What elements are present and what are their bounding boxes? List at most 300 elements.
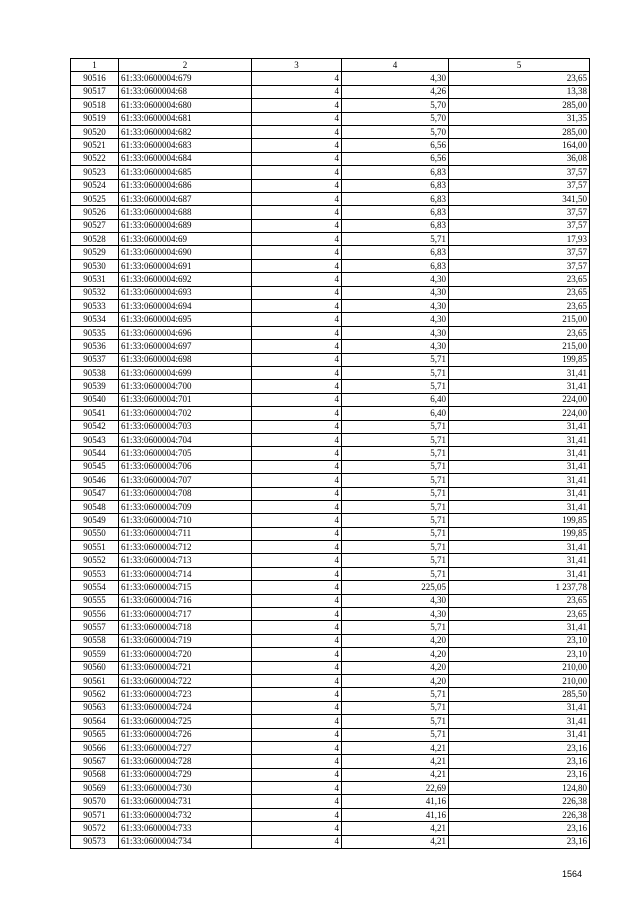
code-cell: 4 [252, 353, 342, 366]
value-cell: 6,83 [342, 179, 449, 192]
table-row [71, 206, 590, 219]
value-cell: 4,20 [342, 634, 449, 647]
table-row [71, 835, 590, 848]
table-row [71, 139, 590, 152]
row-number-cell: 90540 [71, 393, 119, 406]
amount-cell: 215,00 [449, 313, 590, 326]
code-cell: 4 [252, 567, 342, 580]
cadastral-number-cell: 61:33:0600004:703 [119, 420, 252, 433]
value-cell: 5,71 [342, 567, 449, 580]
table-row [71, 99, 590, 112]
amount-cell: 31,41 [449, 621, 590, 634]
code-cell: 4 [252, 527, 342, 540]
code-cell: 4 [252, 554, 342, 567]
cadastral-number-cell: 61:33:0600004:720 [119, 648, 252, 661]
value-cell: 6,83 [342, 166, 449, 179]
code-cell: 4 [252, 822, 342, 835]
value-cell: 4,21 [342, 741, 449, 754]
cadastral-number-cell: 61:33:0600004:684 [119, 152, 252, 165]
value-cell: 5,71 [342, 366, 449, 379]
amount-cell: 341,50 [449, 192, 590, 205]
row-number-cell: 90549 [71, 514, 119, 527]
value-cell: 6,83 [342, 219, 449, 232]
code-cell: 4 [252, 72, 342, 85]
code-cell: 4 [252, 581, 342, 594]
cadastral-number-cell: 61:33:0600004:695 [119, 313, 252, 326]
code-cell: 4 [252, 621, 342, 634]
value-cell: 4,30 [342, 340, 449, 353]
amount-cell: 226,38 [449, 795, 590, 808]
header-row [71, 59, 590, 72]
value-cell: 22,69 [342, 782, 449, 795]
cadastral-number-cell: 61:33:0600004:718 [119, 621, 252, 634]
table-row [71, 380, 590, 393]
code-cell: 4 [252, 366, 342, 379]
column-header-5: 5 [449, 59, 590, 72]
code-cell: 4 [252, 728, 342, 741]
code-cell: 4 [252, 500, 342, 513]
row-number-cell: 90544 [71, 447, 119, 460]
cadastral-number-cell: 61:33:0600004:682 [119, 125, 252, 138]
value-cell: 4,30 [342, 594, 449, 607]
amount-cell: 199,85 [449, 353, 590, 366]
row-number-cell: 90532 [71, 286, 119, 299]
cadastral-number-cell: 61:33:0600004:719 [119, 634, 252, 647]
code-cell: 4 [252, 741, 342, 754]
value-cell: 6,83 [342, 192, 449, 205]
table-row [71, 407, 590, 420]
table-row [71, 541, 590, 554]
value-cell: 4,20 [342, 648, 449, 661]
cadastral-number-cell: 61:33:0600004:721 [119, 661, 252, 674]
cadastral-number-cell: 61:33:0600004:68 [119, 85, 252, 98]
row-number-cell: 90526 [71, 206, 119, 219]
code-cell: 4 [252, 608, 342, 621]
cadastral-number-cell: 61:33:0600004:69 [119, 233, 252, 246]
row-number-cell: 90560 [71, 661, 119, 674]
amount-cell: 37,57 [449, 219, 590, 232]
code-cell: 4 [252, 407, 342, 420]
row-number-cell: 90548 [71, 500, 119, 513]
cadastral-number-cell: 61:33:0600004:711 [119, 527, 252, 540]
code-cell: 4 [252, 648, 342, 661]
row-number-cell: 90542 [71, 420, 119, 433]
column-header-1: 1 [71, 59, 119, 72]
row-number-cell: 90541 [71, 407, 119, 420]
row-number-cell: 90521 [71, 139, 119, 152]
row-number-cell: 90570 [71, 795, 119, 808]
amount-cell: 31,41 [449, 500, 590, 513]
table-row [71, 527, 590, 540]
cadastral-number-cell: 61:33:0600004:693 [119, 286, 252, 299]
amount-cell: 31,41 [449, 701, 590, 714]
code-cell: 4 [252, 273, 342, 286]
value-cell: 5,71 [342, 447, 449, 460]
amount-cell: 31,41 [449, 380, 590, 393]
cadastral-number-cell: 61:33:0600004:699 [119, 366, 252, 379]
code-cell: 4 [252, 661, 342, 674]
value-cell: 5,71 [342, 554, 449, 567]
table-row [71, 594, 590, 607]
amount-cell: 36,08 [449, 152, 590, 165]
code-cell: 4 [252, 420, 342, 433]
code-cell: 4 [252, 433, 342, 446]
code-cell: 4 [252, 541, 342, 554]
code-cell: 4 [252, 795, 342, 808]
data-table [70, 58, 590, 849]
amount-cell: 31,41 [449, 728, 590, 741]
amount-cell: 23,10 [449, 648, 590, 661]
table-row [71, 581, 590, 594]
row-number-cell: 90543 [71, 433, 119, 446]
row-number-cell: 90545 [71, 460, 119, 473]
row-number-cell: 90524 [71, 179, 119, 192]
value-cell: 4,30 [342, 313, 449, 326]
amount-cell: 37,57 [449, 206, 590, 219]
table-row [71, 608, 590, 621]
code-cell: 4 [252, 340, 342, 353]
row-number-cell: 90555 [71, 594, 119, 607]
row-number-cell: 90538 [71, 366, 119, 379]
row-number-cell: 90550 [71, 527, 119, 540]
amount-cell: 37,57 [449, 179, 590, 192]
cadastral-number-cell: 61:33:0600004:701 [119, 393, 252, 406]
value-cell: 4,21 [342, 768, 449, 781]
table-row [71, 795, 590, 808]
row-number-cell: 90528 [71, 233, 119, 246]
row-number-cell: 90535 [71, 326, 119, 339]
amount-cell: 23,65 [449, 72, 590, 85]
page-number: 1564 [561, 869, 582, 879]
column-header-3: 3 [252, 59, 342, 72]
value-cell: 5,71 [342, 380, 449, 393]
cadastral-number-cell: 61:33:0600004:700 [119, 380, 252, 393]
code-cell: 4 [252, 206, 342, 219]
value-cell: 4,20 [342, 674, 449, 687]
row-number-cell: 90553 [71, 567, 119, 580]
column-header-4: 4 [342, 59, 449, 72]
row-number-cell: 90536 [71, 340, 119, 353]
table-row [71, 433, 590, 446]
amount-cell: 23,65 [449, 594, 590, 607]
cadastral-number-cell: 61:33:0600004:725 [119, 715, 252, 728]
value-cell: 5,71 [342, 514, 449, 527]
amount-cell: 23,10 [449, 634, 590, 647]
code-cell: 4 [252, 300, 342, 313]
cadastral-number-cell: 61:33:0600004:697 [119, 340, 252, 353]
amount-cell: 31,41 [449, 567, 590, 580]
row-number-cell: 90551 [71, 541, 119, 554]
table-row [71, 72, 590, 85]
cadastral-number-cell: 61:33:0600004:730 [119, 782, 252, 795]
table-row [71, 688, 590, 701]
table-row [71, 701, 590, 714]
code-cell: 4 [252, 125, 342, 138]
amount-cell: 224,00 [449, 407, 590, 420]
value-cell: 6,83 [342, 206, 449, 219]
cadastral-number-cell: 61:33:0600004:689 [119, 219, 252, 232]
row-number-cell: 90530 [71, 259, 119, 272]
cadastral-number-cell: 61:33:0600004:680 [119, 99, 252, 112]
value-cell: 6,56 [342, 152, 449, 165]
value-cell: 41,16 [342, 808, 449, 821]
row-number-cell: 90539 [71, 380, 119, 393]
row-number-cell: 90556 [71, 608, 119, 621]
code-cell: 4 [252, 447, 342, 460]
value-cell: 5,71 [342, 500, 449, 513]
value-cell: 4,21 [342, 822, 449, 835]
cadastral-number-cell: 61:33:0600004:683 [119, 139, 252, 152]
cadastral-number-cell: 61:33:0600004:728 [119, 755, 252, 768]
amount-cell: 285,00 [449, 125, 590, 138]
amount-cell: 23,65 [449, 286, 590, 299]
cadastral-number-cell: 61:33:0600004:731 [119, 795, 252, 808]
table-row [71, 487, 590, 500]
table-row [71, 460, 590, 473]
cadastral-number-cell: 61:33:0600004:708 [119, 487, 252, 500]
cadastral-number-cell: 61:33:0600004:722 [119, 674, 252, 687]
value-cell: 41,16 [342, 795, 449, 808]
code-cell: 4 [252, 474, 342, 487]
code-cell: 4 [252, 487, 342, 500]
amount-cell: 31,41 [449, 447, 590, 460]
table-row [71, 500, 590, 513]
table-row [71, 554, 590, 567]
code-cell: 4 [252, 460, 342, 473]
cadastral-number-cell: 61:33:0600004:705 [119, 447, 252, 460]
value-cell: 5,71 [342, 353, 449, 366]
code-cell: 4 [252, 688, 342, 701]
cadastral-number-cell: 61:33:0600004:714 [119, 567, 252, 580]
cadastral-number-cell: 61:33:0600004:723 [119, 688, 252, 701]
row-number-cell: 90563 [71, 701, 119, 714]
amount-cell: 124,80 [449, 782, 590, 795]
value-cell: 6,40 [342, 393, 449, 406]
amount-cell: 23,16 [449, 835, 590, 848]
table-row [71, 152, 590, 165]
code-cell: 4 [252, 139, 342, 152]
code-cell: 4 [252, 380, 342, 393]
cadastral-number-cell: 61:33:0600004:685 [119, 166, 252, 179]
table-row [71, 259, 590, 272]
amount-cell: 285,50 [449, 688, 590, 701]
amount-cell: 23,65 [449, 608, 590, 621]
table-row [71, 822, 590, 835]
row-number-cell: 90573 [71, 835, 119, 848]
row-number-cell: 90552 [71, 554, 119, 567]
amount-cell: 31,35 [449, 112, 590, 125]
value-cell: 5,71 [342, 420, 449, 433]
column-header-2: 2 [119, 59, 252, 72]
row-number-cell: 90557 [71, 621, 119, 634]
value-cell: 6,40 [342, 407, 449, 420]
row-number-cell: 90537 [71, 353, 119, 366]
row-number-cell: 90561 [71, 674, 119, 687]
cadastral-number-cell: 61:33:0600004:681 [119, 112, 252, 125]
amount-cell: 17,93 [449, 233, 590, 246]
amount-cell: 31,41 [449, 487, 590, 500]
row-number-cell: 90525 [71, 192, 119, 205]
row-number-cell: 90518 [71, 99, 119, 112]
row-number-cell: 90517 [71, 85, 119, 98]
amount-cell: 37,57 [449, 246, 590, 259]
cadastral-number-cell: 61:33:0600004:691 [119, 259, 252, 272]
value-cell: 5,71 [342, 715, 449, 728]
code-cell: 4 [252, 393, 342, 406]
code-cell: 4 [252, 259, 342, 272]
amount-cell: 31,41 [449, 715, 590, 728]
value-cell: 4,30 [342, 608, 449, 621]
value-cell: 5,71 [342, 487, 449, 500]
value-cell: 6,83 [342, 246, 449, 259]
amount-cell: 31,41 [449, 541, 590, 554]
amount-cell: 31,41 [449, 420, 590, 433]
value-cell: 5,71 [342, 541, 449, 554]
cadastral-number-cell: 61:33:0600004:692 [119, 273, 252, 286]
amount-cell: 31,41 [449, 366, 590, 379]
value-cell: 5,71 [342, 474, 449, 487]
table-row [71, 447, 590, 460]
amount-cell: 210,00 [449, 674, 590, 687]
amount-cell: 23,65 [449, 326, 590, 339]
row-number-cell: 90567 [71, 755, 119, 768]
value-cell: 5,70 [342, 112, 449, 125]
cadastral-number-cell: 61:33:0600004:726 [119, 728, 252, 741]
code-cell: 4 [252, 835, 342, 848]
cadastral-number-cell: 61:33:0600004:729 [119, 768, 252, 781]
value-cell: 4,20 [342, 661, 449, 674]
table-row [71, 741, 590, 754]
value-cell: 5,71 [342, 621, 449, 634]
cadastral-number-cell: 61:33:0600004:686 [119, 179, 252, 192]
row-number-cell: 90564 [71, 715, 119, 728]
cadastral-number-cell: 61:33:0600004:717 [119, 608, 252, 621]
amount-cell: 285,00 [449, 99, 590, 112]
code-cell: 4 [252, 85, 342, 98]
row-number-cell: 90533 [71, 300, 119, 313]
code-cell: 4 [252, 514, 342, 527]
row-number-cell: 90546 [71, 474, 119, 487]
code-cell: 4 [252, 755, 342, 768]
code-cell: 4 [252, 152, 342, 165]
table-row [71, 768, 590, 781]
cadastral-number-cell: 61:33:0600004:694 [119, 300, 252, 313]
code-cell: 4 [252, 112, 342, 125]
row-number-cell: 90522 [71, 152, 119, 165]
table-row [71, 340, 590, 353]
code-cell: 4 [252, 594, 342, 607]
value-cell: 5,71 [342, 460, 449, 473]
code-cell: 4 [252, 701, 342, 714]
value-cell: 5,71 [342, 688, 449, 701]
cadastral-number-cell: 61:33:0600004:704 [119, 433, 252, 446]
code-cell: 4 [252, 192, 342, 205]
cadastral-number-cell: 61:33:0600004:732 [119, 808, 252, 821]
row-number-cell: 90558 [71, 634, 119, 647]
value-cell: 4,30 [342, 300, 449, 313]
value-cell: 4,21 [342, 755, 449, 768]
row-number-cell: 90534 [71, 313, 119, 326]
row-number-cell: 90559 [71, 648, 119, 661]
amount-cell: 23,16 [449, 822, 590, 835]
value-cell: 5,71 [342, 433, 449, 446]
cadastral-number-cell: 61:33:0600004:696 [119, 326, 252, 339]
table-row [71, 393, 590, 406]
table-row [71, 179, 590, 192]
table-row [71, 621, 590, 634]
table-body [71, 72, 590, 849]
table-row [71, 782, 590, 795]
cadastral-number-cell: 61:33:0600004:716 [119, 594, 252, 607]
table-row [71, 353, 590, 366]
table-row [71, 715, 590, 728]
table-row [71, 112, 590, 125]
code-cell: 4 [252, 768, 342, 781]
table-row [71, 366, 590, 379]
amount-cell: 224,00 [449, 393, 590, 406]
row-number-cell: 90516 [71, 72, 119, 85]
value-cell: 6,83 [342, 259, 449, 272]
amount-cell: 164,00 [449, 139, 590, 152]
cadastral-number-cell: 61:33:0600004:706 [119, 460, 252, 473]
code-cell: 4 [252, 179, 342, 192]
row-number-cell: 90527 [71, 219, 119, 232]
table-row [71, 246, 590, 259]
amount-cell: 31,41 [449, 554, 590, 567]
cadastral-number-cell: 61:33:0600004:715 [119, 581, 252, 594]
code-cell: 4 [252, 286, 342, 299]
cadastral-number-cell: 61:33:0600004:702 [119, 407, 252, 420]
value-cell: 5,71 [342, 701, 449, 714]
amount-cell: 199,85 [449, 514, 590, 527]
amount-cell: 23,16 [449, 755, 590, 768]
value-cell: 4,30 [342, 273, 449, 286]
value-cell: 225,05 [342, 581, 449, 594]
row-number-cell: 90571 [71, 808, 119, 821]
value-cell: 5,70 [342, 99, 449, 112]
row-number-cell: 90569 [71, 782, 119, 795]
value-cell: 5,71 [342, 527, 449, 540]
cadastral-number-cell: 61:33:0600004:727 [119, 741, 252, 754]
code-cell: 4 [252, 782, 342, 795]
table-row [71, 273, 590, 286]
table-row [71, 125, 590, 138]
amount-cell: 1 237,78 [449, 581, 590, 594]
amount-cell: 31,41 [449, 460, 590, 473]
amount-cell: 23,65 [449, 300, 590, 313]
value-cell: 6,56 [342, 139, 449, 152]
amount-cell: 37,57 [449, 259, 590, 272]
code-cell: 4 [252, 219, 342, 232]
table-row [71, 286, 590, 299]
code-cell: 4 [252, 313, 342, 326]
cadastral-number-cell: 61:33:0600004:707 [119, 474, 252, 487]
row-number-cell: 90547 [71, 487, 119, 500]
code-cell: 4 [252, 326, 342, 339]
table-row [71, 233, 590, 246]
table-row [71, 300, 590, 313]
code-cell: 4 [252, 715, 342, 728]
cadastral-number-cell: 61:33:0600004:690 [119, 246, 252, 259]
value-cell: 4,30 [342, 326, 449, 339]
row-number-cell: 90519 [71, 112, 119, 125]
amount-cell: 31,41 [449, 474, 590, 487]
row-number-cell: 90529 [71, 246, 119, 259]
cadastral-number-cell: 61:33:0600004:698 [119, 353, 252, 366]
row-number-cell: 90520 [71, 125, 119, 138]
code-cell: 4 [252, 634, 342, 647]
code-cell: 4 [252, 808, 342, 821]
